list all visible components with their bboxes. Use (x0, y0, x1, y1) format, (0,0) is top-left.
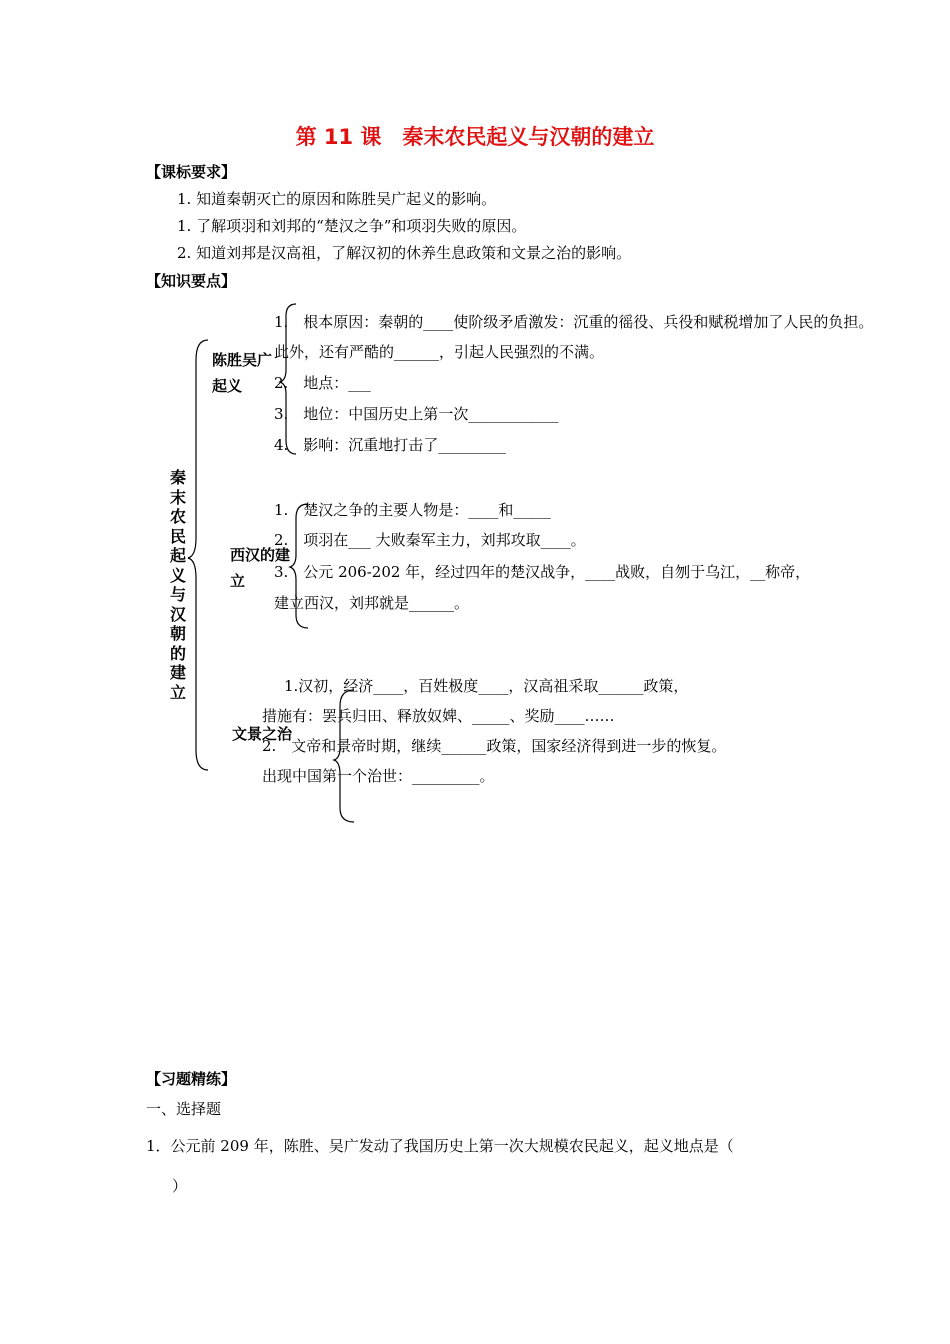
section1-line: 此外，还有严酷的______，引起人民强烈的不满。 (274, 343, 605, 361)
section3-line: 2. 文帝和景帝时期，继续______政策，国家经济得到进一步的恢复。 (262, 737, 727, 755)
section1-label: 陈胜吴广起义 (212, 351, 273, 395)
section1-line: 1. 根本原因：秦朝的____使阶级矛盾激发：沉重的徭役、兵役和赋税增加了人民的负担。 (274, 313, 874, 331)
standards-item: 1. 知道秦朝灭亡的原因和陈胜吴广起义的影响。 (177, 190, 497, 208)
main-brace (188, 340, 208, 770)
exercises-heading: 【习题精练】 (146, 1070, 237, 1088)
standards-item: 1. 了解项羽和刘邦的“楚汉之争”和项羽失败的原因。 (177, 217, 527, 235)
exercise-part-title: 一、选择题 (146, 1100, 222, 1118)
section3-line: 出现中国第一个治世：_________。 (262, 767, 495, 785)
section1-line: 2. 地点：___ (274, 374, 371, 392)
section2-line: 3. 公元 206-202 年，经过四年的楚汉战争，____战败，自刎于乌江，__称帝， (274, 563, 811, 581)
section2-line: 2. 项羽在___ 大败秦军主力，刘邦攻取____。 (274, 531, 586, 549)
section3-line: 措施有：罢兵归田、释放奴婢、_____、奖励____…… (262, 707, 615, 725)
section3-label: 文景之治 (232, 725, 293, 743)
section2-line: 1. 楚汉之争的主要人物是：____和_____ (274, 501, 551, 519)
outline-main-label: 秦末农民起义与汉朝的建立 (169, 468, 186, 702)
standards-heading: 【课标要求】 (146, 163, 237, 181)
standards-item: 2. 知道刘邦是汉高祖，了解汉初的休养生息政策和文景之治的影响。 (177, 244, 632, 262)
section1-line: 4. 影响：沉重地打击了_________ (274, 436, 506, 454)
section2-label: 西汉的建立 (230, 546, 291, 590)
page-title: 第 11 课 秦末农民起义与汉朝的建立 (295, 125, 655, 149)
question-1-answer-bracket: ） (172, 1177, 188, 1195)
question-1-text: 1．公元前 209 年，陈胜、吴广发动了我国历史上第一次大规模农民起义，起义地点是（ (146, 1137, 734, 1155)
section3-line: 1.汉初，经济____，百姓极度____，汉高祖采取______政策， (284, 677, 689, 695)
section1-line: 3. 地位：中国历史上第一次____________ (274, 405, 559, 423)
knowledge-heading: 【知识要点】 (146, 272, 237, 290)
section2-line: 建立西汉，刘邦就是______。 (274, 594, 470, 612)
